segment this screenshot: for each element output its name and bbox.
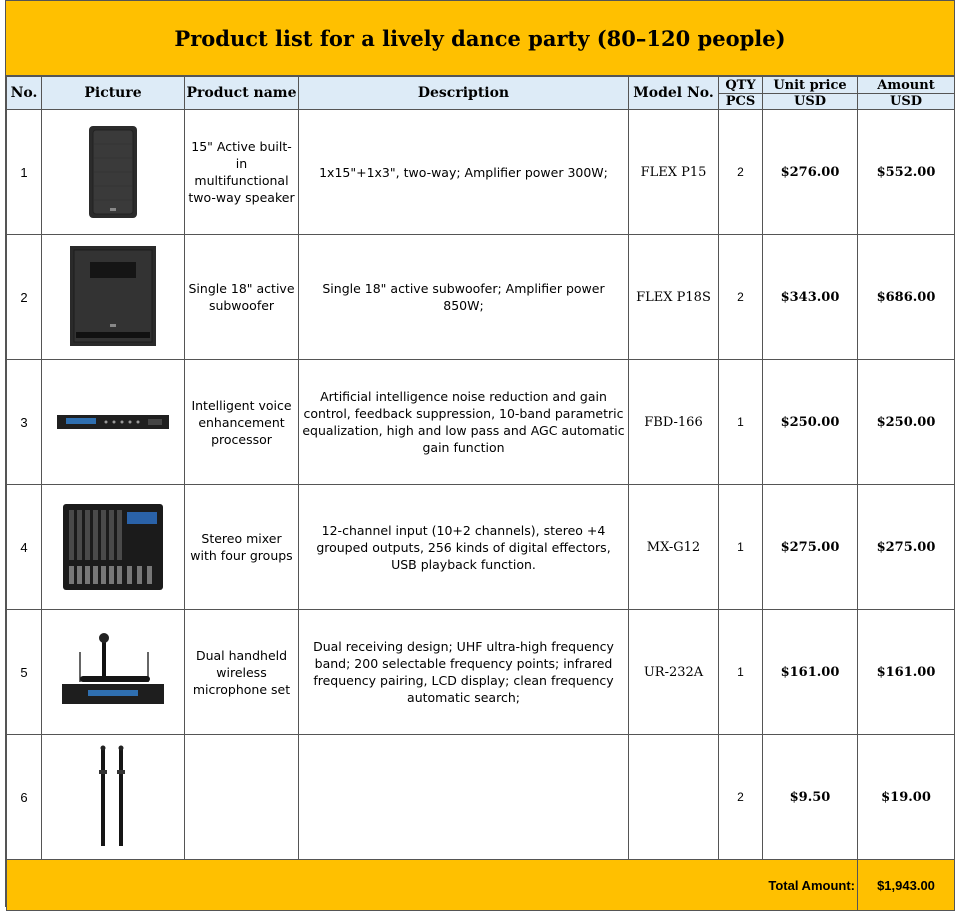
- row-no: 3: [7, 360, 42, 485]
- row-no: 4: [7, 485, 42, 610]
- header-picture: Picture: [42, 77, 185, 110]
- row-description: 1x15"+1x3", two-way; Amplifier power 300W;: [299, 110, 629, 235]
- table-row: [7, 110, 955, 235]
- header-row: [7, 77, 955, 110]
- row-qty: 2: [719, 235, 763, 360]
- row-amount: $19.00: [858, 735, 955, 860]
- page-title: Product list for a lively dance party (80–120 people): [174, 25, 786, 51]
- row-model: FLEX P18S: [629, 235, 719, 360]
- header-qty: [719, 77, 763, 110]
- header-unit-price-bottom: USD: [763, 93, 857, 109]
- table-row: [7, 485, 955, 610]
- table-row: [7, 610, 955, 735]
- table-row: [7, 360, 955, 485]
- row-product-name: Stereo mixer with four groups: [185, 485, 299, 610]
- row-product-name: Dual handheld wireless microphone set: [185, 610, 299, 735]
- row-model: FBD-166: [629, 360, 719, 485]
- row-model: MX-G12: [629, 485, 719, 610]
- table-row: [7, 235, 955, 360]
- product-table: [6, 76, 955, 911]
- row-unit-price: $250.00: [763, 360, 858, 485]
- row-amount: $275.00: [858, 485, 955, 610]
- row-model: FLEX P15: [629, 110, 719, 235]
- mixer-image: [42, 486, 184, 608]
- row-description: [299, 735, 629, 860]
- row-product-name: [185, 735, 299, 860]
- row-no: 5: [7, 610, 42, 735]
- row-product-name: Single 18" active subwoofer: [185, 235, 299, 360]
- subwoofer-image: [42, 236, 184, 358]
- table-row: [7, 735, 955, 860]
- row-amount: $250.00: [858, 360, 955, 485]
- total-value: $1,943.00: [858, 860, 955, 911]
- header-product-name: Product name: [185, 77, 299, 110]
- row-model: UR-232A: [629, 610, 719, 735]
- header-amount-bottom: USD: [858, 93, 954, 109]
- row-unit-price: $9.50: [763, 735, 858, 860]
- total-row: [7, 860, 955, 911]
- header-qty-bottom: PCS: [719, 93, 762, 109]
- row-qty: 1: [719, 610, 763, 735]
- row-picture: [42, 360, 185, 485]
- header-model-no: Model No.: [629, 77, 719, 110]
- row-picture: [42, 735, 185, 860]
- header-amount: [858, 77, 955, 110]
- row-model: [629, 735, 719, 860]
- row-unit-price: $161.00: [763, 610, 858, 735]
- row-product-name: Intelligent voice enhancement processor: [185, 360, 299, 485]
- header-no: No.: [7, 77, 42, 110]
- title-bar: [6, 1, 954, 76]
- row-picture: [42, 110, 185, 235]
- row-description: Single 18" active subwoofer; Amplifier power 850W;: [299, 235, 629, 360]
- header-qty-top: QTY: [725, 77, 756, 93]
- total-label: Total Amount:: [7, 860, 858, 911]
- header-description: Description: [299, 77, 629, 110]
- row-unit-price: $343.00: [763, 235, 858, 360]
- header-amount-top: Amount: [877, 77, 935, 93]
- row-description: Dual receiving design; UHF ultra-high frequency band; 200 selectable frequency points; infrared frequency pairing, LCD display; clean frequency automatic search;: [299, 610, 629, 735]
- row-qty: 1: [719, 360, 763, 485]
- row-unit-price: $276.00: [763, 110, 858, 235]
- row-product-name: 15" Active built-in multifunctional two-way speaker: [185, 110, 299, 235]
- row-picture: [42, 610, 185, 735]
- row-picture: [42, 485, 185, 610]
- row-qty: 1: [719, 485, 763, 610]
- row-amount: $161.00: [858, 610, 955, 735]
- row-description: Artificial intelligence noise reduction and gain control, feedback suppression, 10-band parametric equalization, high and low pass and AGC automatic gain function: [299, 360, 629, 485]
- row-no: 2: [7, 235, 42, 360]
- product-list-sheet: [5, 0, 955, 907]
- row-no: 1: [7, 110, 42, 235]
- speaker-poles-image: [42, 736, 184, 858]
- microphone-set-image: [42, 611, 184, 733]
- row-no: 6: [7, 735, 42, 860]
- row-amount: $552.00: [858, 110, 955, 235]
- row-amount: $686.00: [858, 235, 955, 360]
- row-picture: [42, 235, 185, 360]
- processor-image: [42, 361, 184, 483]
- row-qty: 2: [719, 735, 763, 860]
- row-unit-price: $275.00: [763, 485, 858, 610]
- speaker-image: [42, 111, 184, 233]
- row-description: 12-channel input (10+2 channels), stereo +4 grouped outputs, 256 kinds of digital effectors, USB playback function.: [299, 485, 629, 610]
- row-qty: 2: [719, 110, 763, 235]
- header-unit-price: [763, 77, 858, 110]
- header-unit-price-top: Unit price: [773, 77, 847, 93]
